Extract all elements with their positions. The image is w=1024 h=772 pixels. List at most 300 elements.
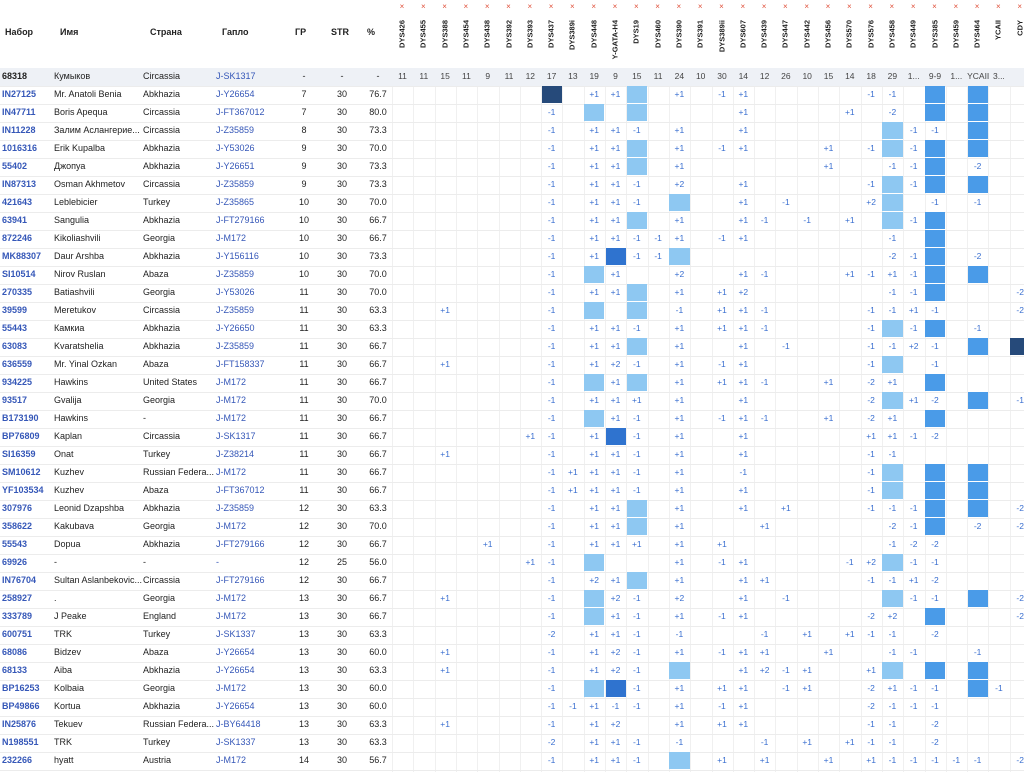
kit-number-link[interactable]: MK88307 (2, 251, 42, 261)
table-row[interactable] (0, 230, 1024, 249)
participant-name: Batiashvili (54, 287, 95, 297)
kit-number-link[interactable]: 270335 (2, 287, 33, 297)
marker-label[interactable]: DYS448 (589, 20, 599, 48)
marker-label[interactable]: DYS390 (674, 20, 684, 48)
remove-marker-icon[interactable]: × (974, 2, 980, 11)
table-row[interactable] (0, 482, 1024, 501)
marker-label[interactable]: DYS426 (397, 20, 407, 48)
col-country-header[interactable]: Страна (150, 27, 182, 37)
marker-diff-shade (925, 410, 945, 427)
table-row[interactable] (0, 338, 1024, 357)
kit-number-link[interactable]: 39599 (2, 305, 28, 315)
marker-diff: +1 (738, 269, 749, 279)
participant-name: Залим Аслангерие... (54, 125, 140, 135)
table-row[interactable] (0, 662, 1024, 681)
col-haplo-header[interactable]: Гапло (222, 27, 249, 37)
marker-label[interactable]: DYS447 (780, 20, 790, 48)
haplogroup-link[interactable]: J-FT158337 (216, 359, 265, 369)
marker-label[interactable]: DYS19 (631, 20, 641, 44)
country-cell: Circassia (143, 179, 181, 189)
remove-marker-icon[interactable]: × (420, 2, 426, 11)
marker-diff: +1 (887, 431, 898, 441)
haplogroup-link[interactable]: J-Y156116 (216, 251, 259, 261)
marker-label[interactable]: DYS456 (823, 20, 833, 48)
col-gd-header[interactable]: ГР (295, 27, 307, 37)
table-row[interactable] (0, 86, 1024, 105)
haplogroup-link[interactable]: J-M172 (216, 593, 247, 603)
gd-cell: 11 (299, 341, 309, 351)
str-count-cell: 30 (336, 701, 347, 711)
remove-marker-icon[interactable]: × (697, 2, 703, 11)
haplogroup-link[interactable]: J-Y53026 (216, 143, 255, 153)
marker-diff: +1 (738, 359, 749, 369)
kit-number-link[interactable]: YF103534 (2, 485, 44, 495)
gd-cell: 7 (301, 89, 307, 99)
remove-marker-icon[interactable]: × (484, 2, 490, 11)
remove-marker-icon[interactable]: × (633, 2, 639, 11)
remove-marker-icon[interactable]: × (761, 2, 767, 11)
marker-diff-shade (968, 140, 988, 157)
marker-diff: -1 (547, 719, 556, 729)
marker-label[interactable]: DYS391 (695, 20, 705, 48)
marker-diff: -1 (633, 755, 641, 765)
haplogroup-link[interactable]: J-Y26650 (216, 323, 255, 333)
table-row[interactable] (0, 428, 1024, 447)
marker-diff-shade (925, 140, 945, 157)
table-row[interactable] (0, 698, 1024, 717)
kit-number-link[interactable]: 358622 (2, 521, 33, 531)
haplogroup-link[interactable]: J-M172 (216, 683, 247, 693)
remove-marker-icon[interactable]: × (804, 2, 810, 11)
table-row[interactable] (0, 716, 1024, 735)
kit-number-link[interactable]: 232266 (2, 755, 33, 765)
table-row[interactable] (0, 284, 1024, 303)
marker-diff-shade (968, 662, 988, 679)
haplogroup-link[interactable]: J-M172 (216, 413, 247, 423)
marker-value: 10 (802, 71, 812, 81)
kit-number-link[interactable]: IN11228 (2, 125, 36, 135)
haplogroup-link[interactable]: J-Z35859 (216, 503, 255, 513)
gd-cell: 8 (301, 125, 307, 135)
str-count-cell: 30 (336, 377, 347, 387)
kit-number-link[interactable]: SI10514 (2, 269, 36, 279)
country-cell: Turkey (143, 737, 171, 747)
remove-marker-icon[interactable]: × (740, 2, 746, 11)
kit-number-link[interactable]: SM10612 (2, 467, 41, 477)
marker-diff: -1 (888, 503, 897, 513)
marker-diff: +1 (887, 683, 898, 693)
haplogroup-link[interactable]: J-M172 (216, 521, 247, 531)
haplogroup-link[interactable]: J-SK1317 (216, 431, 256, 441)
table-row[interactable] (0, 734, 1024, 753)
marker-value: 15 (823, 71, 834, 81)
remove-marker-icon[interactable]: × (463, 2, 469, 11)
marker-diff: +1 (738, 341, 749, 351)
marker-diff: -1 (803, 215, 811, 225)
marker-label[interactable]: DYS438 (482, 20, 492, 48)
match-percent-cell: 60.0 (369, 647, 387, 657)
match-percent-cell: 66.7 (369, 449, 387, 459)
table-row[interactable] (0, 104, 1024, 123)
kit-number-link[interactable]: B173190 (2, 413, 39, 423)
gd-cell: 11 (299, 359, 309, 369)
kit-number-link[interactable]: 636559 (2, 359, 33, 369)
marker-label[interactable]: DYS437 (546, 20, 556, 48)
marker-diff: +1 (674, 557, 685, 567)
haplogroup-link[interactable]: J-M172 (216, 377, 247, 387)
remove-marker-icon[interactable]: × (953, 2, 959, 11)
table-row[interactable] (0, 518, 1024, 537)
haplogroup-link[interactable]: J-Z38214 (216, 449, 255, 459)
marker-value: 9 (613, 71, 618, 81)
marker-diff-shade (627, 140, 647, 157)
haplogroup-link[interactable]: J-FT279166 (216, 539, 265, 549)
participant-name: TRK (54, 737, 72, 747)
match-percent-cell: 66.7 (369, 467, 387, 477)
marker-header-dys464 (967, 0, 987, 68)
haplogroup-link[interactable]: J-Y26651 (216, 161, 255, 171)
table-row[interactable] (0, 554, 1024, 573)
table-row[interactable] (0, 752, 1024, 771)
haplogroup-link[interactable]: J-Y26654 (216, 701, 255, 711)
haplogroup-link[interactable]: J-Z35859 (216, 305, 255, 315)
marker-diff: -1 (654, 233, 662, 243)
kit-number-link[interactable]: 55402 (2, 161, 28, 171)
marker-diff: -1 (888, 449, 897, 459)
str-count-cell: 30 (336, 611, 347, 621)
haplogroup-link[interactable]: J-FT279166 (216, 215, 265, 225)
match-percent-cell: 60.0 (369, 701, 387, 711)
kit-number-link[interactable]: 68086 (2, 647, 28, 657)
gd-cell: 13 (298, 593, 309, 603)
kit-number-link[interactable]: IN87313 (2, 179, 37, 189)
marker-value: 3... (992, 71, 1005, 81)
haplogroup-link[interactable]: - (216, 557, 219, 567)
table-row[interactable] (0, 608, 1024, 627)
haplogroup-link[interactable]: J-M172 (216, 467, 247, 477)
marker-diff: -1 (867, 269, 875, 279)
marker-diff: -1 (718, 557, 726, 567)
kit-number-link[interactable]: 63941 (2, 215, 28, 225)
table-row[interactable] (0, 122, 1024, 141)
remove-marker-icon[interactable]: × (846, 2, 852, 11)
marker-label[interactable]: DYS464 (972, 20, 982, 48)
remove-marker-icon[interactable]: × (996, 2, 1001, 11)
table-row[interactable] (0, 374, 1024, 393)
marker-diff: +1 (738, 89, 749, 99)
marker-value: 14 (845, 71, 855, 81)
remove-marker-icon[interactable]: × (889, 2, 895, 11)
kit-number-link[interactable]: 307976 (2, 503, 33, 513)
remove-marker-icon[interactable]: × (506, 2, 511, 11)
table-row[interactable] (0, 266, 1024, 285)
table-row[interactable] (0, 158, 1024, 177)
table-row[interactable] (0, 572, 1024, 591)
marker-diff: +1 (738, 701, 749, 711)
marker-diff: -1 (547, 179, 556, 189)
marker-diff: +1 (908, 575, 919, 585)
marker-diff: +1 (866, 755, 876, 765)
marker-diff: -1 (718, 143, 726, 153)
table-row[interactable] (0, 680, 1024, 699)
col-name-header[interactable]: Имя (60, 27, 79, 37)
remove-marker-icon[interactable]: × (570, 2, 575, 11)
marker-label[interactable]: DYS385 (930, 20, 939, 48)
reference-row[interactable] (0, 68, 1024, 87)
marker-diff: -1 (888, 233, 897, 243)
haplogroup-link[interactable]: J-Z35859 (216, 341, 255, 351)
table-row[interactable] (0, 302, 1024, 321)
haplogroup-link[interactable]: J-FT367012 (216, 107, 265, 117)
table-row[interactable] (0, 140, 1024, 159)
marker-value: 9 (485, 71, 491, 81)
marker-diff: +1 (610, 575, 621, 585)
country-cell: England (143, 611, 177, 621)
kit-number-link[interactable]: SI16359 (2, 449, 36, 459)
marker-label[interactable]: DYS460 (653, 20, 663, 48)
kit-number-link[interactable]: 600751 (2, 629, 33, 639)
marker-diff: +1 (610, 233, 621, 243)
remove-marker-icon[interactable]: × (399, 2, 405, 11)
kit-number-link[interactable]: N198551 (2, 737, 39, 747)
marker-diff: -1 (909, 143, 918, 153)
marker-diff: +1 (589, 359, 600, 369)
marker-label[interactable]: DYS393 (525, 20, 535, 48)
marker-label[interactable]: DYS570 (844, 20, 854, 48)
marker-diff-shade (627, 86, 647, 103)
haplogroup-link[interactable]: J-Z35859 (216, 269, 255, 279)
kit-number-link[interactable]: 934225 (2, 377, 33, 387)
table-row[interactable] (0, 392, 1024, 411)
kit-number-link[interactable]: IN27125 (2, 89, 37, 99)
marker-label[interactable]: DYS458 (887, 20, 897, 48)
kit-number-link[interactable]: BP49866 (2, 701, 40, 711)
match-percent-cell: 73.3 (369, 161, 387, 171)
marker-diff: +1 (674, 521, 685, 531)
haplogroup-link[interactable]: J-FT367012 (216, 485, 265, 495)
marker-label[interactable]: DYS459 (951, 20, 961, 48)
marker-diff-shade (627, 518, 647, 535)
table-row[interactable] (0, 248, 1024, 267)
gd-cell: 11 (299, 395, 309, 405)
marker-label[interactable]: Y-GATA-H4 (610, 20, 620, 60)
marker-value: 10 (695, 71, 706, 81)
haplogroup-link[interactable]: J-SK1317 (216, 71, 256, 81)
kit-number-link[interactable]: IN47711 (2, 107, 36, 117)
kit-number-link[interactable]: IN76704 (2, 575, 37, 585)
remove-marker-icon[interactable]: × (591, 2, 597, 11)
marker-diff: +1 (674, 467, 685, 477)
marker-diff: -1 (547, 233, 556, 243)
kit-number-link[interactable]: IN25876 (2, 719, 37, 729)
table-row[interactable] (0, 356, 1024, 375)
marker-label[interactable]: DYS454 (461, 20, 471, 48)
marker-diff: -1 (547, 305, 556, 315)
kit-number-link[interactable]: 333789 (2, 611, 33, 621)
col-str-header[interactable]: STR (331, 27, 349, 37)
marker-diff: +1 (589, 701, 600, 711)
marker-diff: -1 (909, 215, 918, 225)
remove-marker-icon[interactable]: × (910, 2, 916, 11)
kit-number-link[interactable]: 68318 (2, 71, 28, 81)
kit-number-link[interactable]: 63083 (2, 341, 28, 351)
remove-marker-icon[interactable]: × (548, 2, 554, 11)
haplogroup-link[interactable]: J-M172 (216, 755, 247, 765)
remove-marker-icon[interactable]: × (1017, 2, 1023, 11)
participant-name: J Peake (54, 611, 87, 621)
marker-diff-shade (968, 500, 988, 517)
marker-diff-shade (584, 266, 604, 283)
marker-label[interactable]: DYS607 (738, 20, 748, 48)
haplogroup-link[interactable]: J-BY64418 (216, 719, 261, 729)
remove-marker-icon[interactable]: × (527, 2, 533, 11)
marker-diff: +1 (802, 737, 813, 747)
table-row[interactable] (0, 212, 1024, 231)
country-cell: Georgia (143, 287, 176, 297)
haplogroup-link[interactable]: J-Y26654 (216, 665, 255, 675)
table-row[interactable] (0, 590, 1024, 609)
marker-diff: +1 (802, 683, 813, 693)
marker-diff: +1 (610, 485, 621, 495)
table-row[interactable] (0, 446, 1024, 465)
kit-number-link[interactable]: 68133 (2, 665, 28, 675)
kit-number-link[interactable]: 55543 (2, 539, 28, 549)
marker-diff: +1 (674, 341, 685, 351)
remove-marker-icon[interactable]: × (719, 2, 724, 11)
haplogroup-link[interactable]: J-Y26654 (216, 647, 255, 657)
table-row[interactable] (0, 464, 1024, 483)
marker-diff-shade (925, 608, 945, 625)
table-row[interactable] (0, 194, 1024, 213)
marker-label[interactable]: DYS576 (866, 20, 876, 48)
marker-diff: -1 (760, 215, 769, 225)
remove-marker-icon[interactable]: × (868, 2, 873, 11)
str-count-cell: 30 (336, 665, 347, 675)
gd-cell: 9 (301, 179, 307, 189)
marker-label[interactable]: DYS389ii (717, 20, 726, 53)
marker-header-dys385 (925, 0, 945, 68)
marker-diff: -1 (931, 683, 939, 693)
haplogroup-link[interactable]: J-Z35859 (216, 125, 255, 135)
marker-diff: +2 (866, 557, 876, 567)
remove-marker-icon[interactable]: × (932, 2, 937, 11)
marker-diff-shade (925, 176, 945, 193)
remove-marker-icon[interactable]: × (442, 2, 447, 11)
kit-number-link[interactable]: BP16253 (2, 683, 40, 693)
kit-number-link[interactable]: BP76809 (2, 431, 40, 441)
marker-label[interactable]: DYS389i (567, 20, 577, 51)
haplogroup-link[interactable]: J-SK1337 (216, 629, 256, 639)
marker-diff: -1 (547, 539, 556, 549)
marker-diff: +1 (738, 179, 749, 189)
haplogroup-link[interactable]: J-SK1337 (216, 737, 256, 747)
table-row[interactable] (0, 500, 1024, 519)
kit-number-link[interactable]: 93517 (2, 395, 28, 405)
table-row[interactable] (0, 626, 1024, 645)
marker-diff: -1 (888, 287, 897, 297)
remove-marker-icon[interactable]: × (825, 2, 831, 11)
country-cell: Abkhazia (143, 665, 181, 675)
marker-diff: -2 (1016, 611, 1024, 621)
haplogroup-link[interactable]: J-M172 (216, 233, 247, 243)
marker-diff-shade (584, 374, 604, 391)
marker-diff: -1 (888, 755, 897, 765)
marker-label[interactable]: YCAII (993, 20, 1003, 41)
kit-number-link[interactable]: 421643 (2, 197, 33, 207)
marker-label[interactable]: DYS449 (908, 20, 918, 48)
kit-number-link[interactable]: 258927 (2, 593, 33, 603)
marker-header-dys460 (648, 0, 668, 68)
participant-name: Kikoliashvili (54, 233, 101, 243)
marker-header-dys455 (413, 0, 433, 68)
table-row[interactable] (0, 410, 1024, 429)
remove-marker-icon[interactable]: × (612, 2, 618, 11)
match-percent-cell: 63.3 (369, 737, 387, 747)
haplogroup-link[interactable]: J-M172 (216, 395, 247, 405)
kit-number-link[interactable]: 69926 (2, 557, 28, 567)
marker-header-dys449 (903, 0, 923, 68)
remove-marker-icon[interactable]: × (655, 2, 660, 11)
marker-label[interactable]: CDY (1015, 20, 1024, 36)
marker-diff-shade (925, 320, 945, 337)
haplogroup-link[interactable]: J-Z35865 (216, 197, 255, 207)
marker-diff: -1 (547, 125, 556, 135)
col-kit-header[interactable]: Набор (5, 27, 34, 37)
table-row[interactable] (0, 644, 1024, 663)
remove-marker-icon[interactable]: × (783, 2, 788, 11)
marker-diff: +1 (674, 683, 685, 693)
marker-diff: +1 (589, 737, 600, 747)
kit-number-link[interactable]: 55443 (2, 323, 28, 333)
country-cell: Circassia (143, 125, 181, 135)
str-count-cell: 30 (336, 107, 347, 117)
haplogroup-link[interactable]: J-M172 (216, 611, 247, 621)
marker-diff: +1 (589, 449, 600, 459)
col-pct-header[interactable]: % (367, 27, 376, 37)
marker-label[interactable]: DYS455 (418, 20, 428, 48)
marker-diff: +1 (674, 701, 685, 711)
haplogroup-link[interactable]: J-Z35859 (216, 179, 255, 189)
table-row[interactable] (0, 176, 1024, 195)
match-percent-cell: 70.0 (369, 395, 387, 405)
marker-label[interactable]: DYS439 (759, 20, 769, 48)
marker-diff: +1 (589, 179, 600, 189)
marker-diff: -1 (633, 665, 641, 675)
kit-number-link[interactable]: 1016316 (2, 143, 38, 153)
marker-label[interactable]: DYS388 (440, 20, 450, 48)
country-cell: Circassia (143, 575, 181, 585)
remove-marker-icon[interactable]: × (676, 2, 682, 11)
str-count-cell: 30 (336, 593, 347, 603)
kit-number-link[interactable]: 872246 (2, 233, 33, 243)
table-row[interactable] (0, 320, 1024, 339)
table-row[interactable] (0, 536, 1024, 555)
marker-diff: +1 (717, 719, 727, 729)
haplogroup-link[interactable]: J-Y53026 (216, 287, 255, 297)
marker-value: 1... (907, 71, 920, 81)
marker-diff: +1 (589, 755, 600, 765)
marker-diff: +1 (738, 611, 749, 621)
participant-name: . (54, 593, 57, 603)
marker-diff: -1 (718, 647, 726, 657)
haplogroup-link[interactable]: J-FT279166 (216, 575, 265, 585)
haplogroup-link[interactable]: J-Y26654 (216, 89, 255, 99)
country-cell: Turkey (143, 197, 171, 207)
marker-label[interactable]: DYS392 (504, 20, 513, 48)
marker-diff: +1 (738, 485, 749, 495)
marker-label[interactable]: DYS442 (802, 20, 812, 48)
marker-diff-shade (606, 428, 626, 445)
